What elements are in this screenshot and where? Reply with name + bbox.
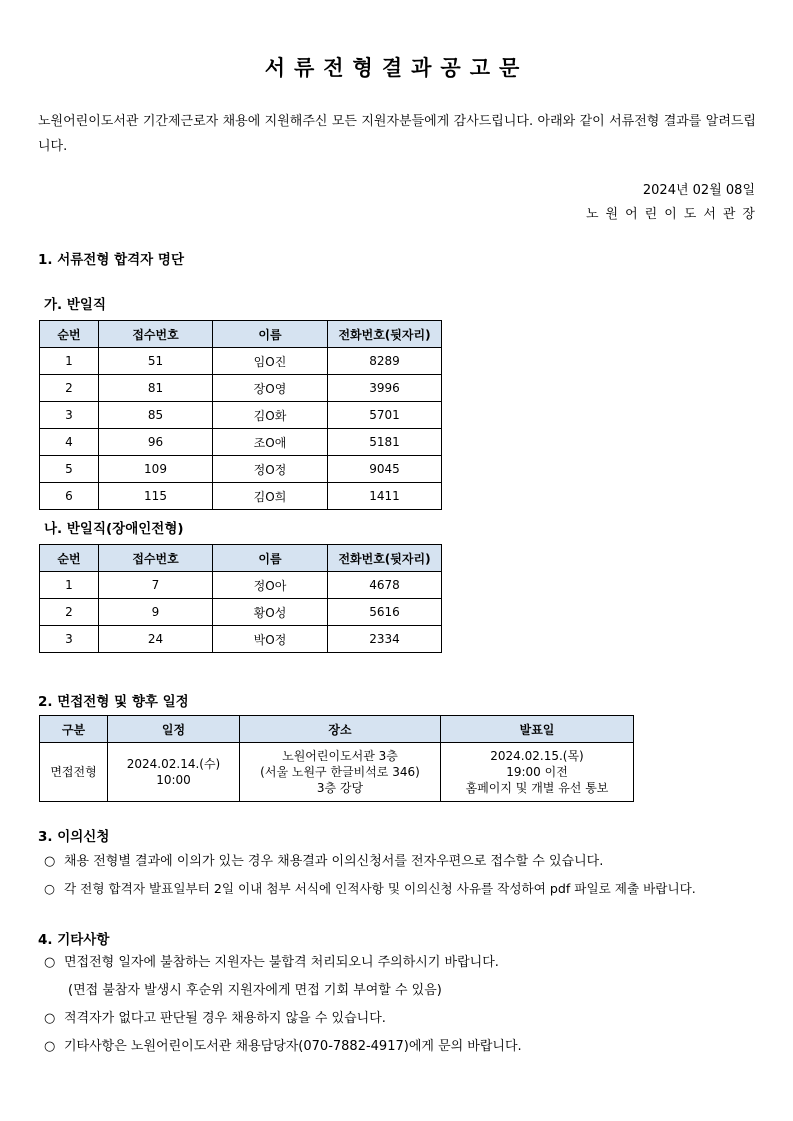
place-cell [240,743,441,802]
circle-bullet-icon: ○ [44,854,56,869]
page-title: 서류전형결과공고문 [264,56,529,80]
cell: 6 [40,483,99,510]
column-header: 접수번호 [99,321,213,348]
table-row [40,572,442,599]
cell: 5181 [328,429,442,456]
interview-schedule-table [39,715,634,802]
cell: 황O성 [213,599,328,626]
cell: 5 [40,456,99,483]
place-line: 노원어린이도서관 3층 [282,749,398,763]
cell: 5701 [328,402,442,429]
table-header-row [40,321,442,348]
table-row [40,626,442,653]
cell: 2 [40,599,99,626]
issuer: 노원어린이도서관장 [585,207,762,222]
list-item-text: 적격자가 없다고 판단될 경우 채용하지 않을 수 있습니다. [64,1011,386,1026]
cell: 3 [40,626,99,653]
announce-cell [441,743,634,802]
schedule-time: 10:00 [156,773,191,787]
column-header: 순번 [40,545,99,572]
cell: 4678 [328,572,442,599]
table-row [40,483,442,510]
note-text: (면접 불참자 발생시 후순위 지원자에게 면접 기회 부여할 수 있음) [68,983,442,998]
announcement-date: 2024년 02월 08일 [642,183,755,198]
cell: 24 [99,626,213,653]
intro-text: 노원어린이도서관 기간제근로자 채용에 지원해주신 모든 지원자분들에게 감사드립니다. 아래와 같이 서류전형 결과를 알려드립니다. [38,114,756,154]
cell: 1 [40,348,99,375]
cell: 4 [40,429,99,456]
list-item-text: 기타사항은 노원어린이도서관 채용담당자(070-7882-4917)에게 문의 바랍니다. [64,1039,522,1054]
section1-heading: 1. 서류전형 합격자 명단 [38,252,184,268]
column-header: 전화번호(뒷자리) [328,545,442,572]
list-item [44,1007,386,1026]
cell: 조O애 [213,429,328,456]
announce-line: 2024.02.15.(목) [490,749,584,763]
schedule-cell [108,743,240,802]
cell: 정O아 [213,572,328,599]
place-line: 3층 강당 [316,781,364,795]
column-header: 전화번호(뒷자리) [328,321,442,348]
table-header-row [40,545,442,572]
column-header: 장소 [240,716,441,743]
list-item [44,951,499,970]
column-header: 접수번호 [99,545,213,572]
column-header: 발표일 [441,716,634,743]
table-header-row [40,716,634,743]
cell: 85 [99,402,213,429]
table-row [40,348,442,375]
column-header: 이름 [213,545,328,572]
list-item [44,878,696,897]
column-header: 이름 [213,321,328,348]
table-row [40,402,442,429]
list-item-text: 채용 전형별 결과에 이의가 있는 경우 채용결과 이의신청서를 전자우편으로 접수할 수 있습니다. [64,854,604,869]
cell: 115 [99,483,213,510]
circle-bullet-icon: ○ [44,955,56,970]
list-item [44,850,603,869]
group-a-heading: 가. 반일직 [44,297,106,313]
column-header: 순번 [40,321,99,348]
cell: 7 [99,572,213,599]
cell: 1 [40,572,99,599]
schedule-date: 2024.02.14.(수) [126,757,221,771]
list-item-text: 각 전형 합격자 발표일부터 2일 이내 첨부 서식에 인적사항 및 이의신청 사유를 작성하여 pdf 파일로 제출 바랍니다. [64,881,696,896]
cell: 박O정 [213,626,328,653]
list-item-text: 면접전형 일자에 불참하는 지원자는 불합격 처리되오니 주의하시기 바랍니다. [64,955,499,970]
section3-heading: 3. 이의신청 [38,829,110,845]
list-item [44,1035,522,1054]
cell: 장O영 [213,375,328,402]
table-row [40,456,442,483]
announce-line: 홈페이지 및 개별 유선 통보 [465,781,609,795]
table-row [40,375,442,402]
section4-heading: 4. 기타사항 [38,932,110,948]
table-row [40,599,442,626]
table-row [40,429,442,456]
cell: 3 [40,402,99,429]
group-a-table [39,320,442,510]
interview-type-cell: 면접전형 [40,743,108,802]
cell: 8289 [328,348,442,375]
cell: 임O진 [213,348,328,375]
cell: 2334 [328,626,442,653]
column-header: 일정 [108,716,240,743]
cell: 51 [99,348,213,375]
circle-bullet-icon: ○ [44,881,55,896]
place-line: (서울 노원구 한글비석로 346) [260,765,420,779]
group-b-heading: 나. 반일직(장애인전형) [44,521,184,537]
cell: 김O희 [213,483,328,510]
cell: 3996 [328,375,442,402]
column-header: 구분 [40,716,108,743]
cell: 5616 [328,599,442,626]
announce-line: 19:00 이전 [506,765,568,779]
circle-bullet-icon: ○ [44,1011,56,1026]
cell: 9 [99,599,213,626]
section2-heading: 2. 면접전형 및 향후 일정 [38,694,189,710]
cell: 1411 [328,483,442,510]
table-row [40,743,634,802]
cell: 9045 [328,456,442,483]
cell: 2 [40,375,99,402]
cell: 81 [99,375,213,402]
cell: 김O화 [213,402,328,429]
cell: 109 [99,456,213,483]
circle-bullet-icon: ○ [44,1039,56,1054]
group-b-table [39,544,442,653]
cell: 정O정 [213,456,328,483]
cell: 96 [99,429,213,456]
